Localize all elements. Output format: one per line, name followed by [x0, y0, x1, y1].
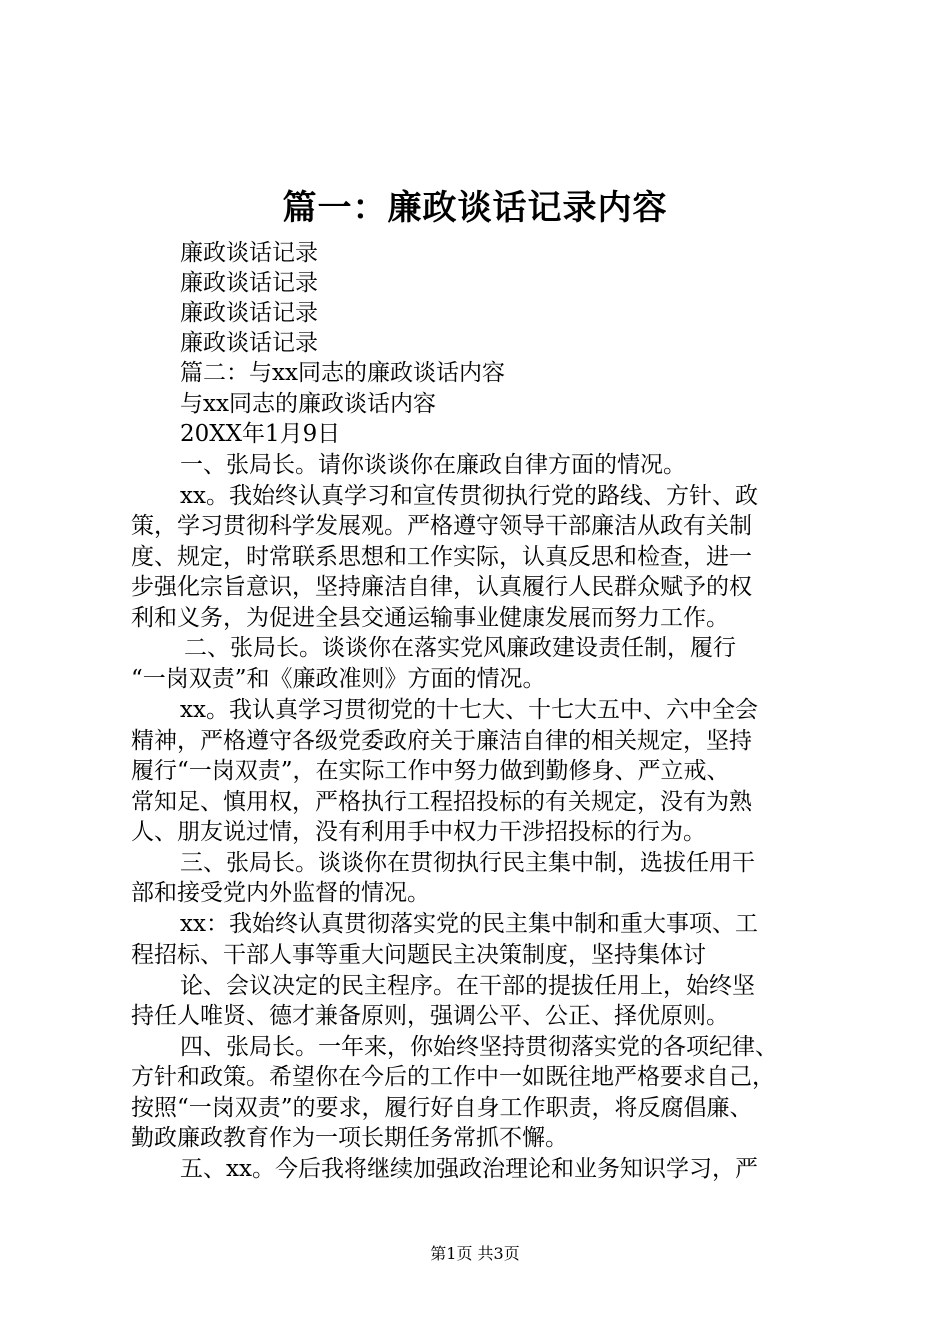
text-line: xx。我认真学习贯彻党的十七大、十七大五中、六中全会	[180, 697, 758, 723]
text-line: 部和接受党内外监督的情况。	[131, 880, 430, 906]
text-line: 三、张局长。谈谈你在贯彻执行民主集中制，选拔任用干	[180, 850, 755, 876]
text-line: 持任人唯贤、德才兼备原则，强调公平、公正、择优原则。	[131, 1003, 729, 1029]
text-line: xx。我始终认真学习和宣传贯彻执行党的路线、方针、政	[180, 483, 758, 509]
text-line: 勤政廉政教育作为一项长期任务常抓不懈。	[131, 1125, 568, 1151]
text-line: 程招标、干部人事等重大问题民主决策制度，坚持集体讨	[131, 942, 706, 968]
text-line: 廉政谈话记录	[180, 240, 318, 266]
text-line: 度、规定，时常联系思想和工作实际，认真反思和检查，进一	[131, 544, 752, 570]
text-line: 五、xx。今后我将继续加强政治理论和业务知识学习，严	[180, 1156, 758, 1182]
text-line: 策，学习贯彻科学发展观。严格遵守领导干部廉洁从政有关制	[131, 513, 752, 539]
text-line: “一岗双责”和《廉政准则》方面的情况。	[131, 666, 546, 692]
text-line: xx：我始终认真贯彻落实党的民主集中制和重大事项、工	[180, 911, 758, 937]
text-line: 篇二：与xx同志的廉政谈话内容	[180, 360, 505, 386]
text-line: 履行“一岗双责”，在实际工作中努力做到勤修身、严立戒、	[131, 758, 730, 784]
text-line: 常知足、慎用权，严格执行工程招投标的有关规定，没有为熟	[131, 789, 752, 815]
document-title: 篇一：廉政谈话记录内容	[282, 188, 668, 228]
text-line: 廉政谈话记录	[180, 330, 318, 356]
text-line: 精神，严格遵守各级党委政府关于廉洁自律的相关规定，坚持	[131, 728, 752, 754]
text-line: 步强化宗旨意识，坚持廉洁自律，认真履行人民群众赋予的权	[131, 574, 752, 600]
text-line: 四、张局长。一年来，你始终坚持贯彻落实党的各项纪律、	[180, 1034, 778, 1060]
text-line: 一、张局长。请你谈谈你在廉政自律方面的情况。	[180, 452, 686, 478]
text-line: 廉政谈话记录	[180, 300, 318, 326]
text-line: 廉政谈话记录	[180, 270, 318, 296]
text-line: 方针和政策。希望你在今后的工作中一如既往地严格要求自己，	[131, 1064, 775, 1090]
text-line: 按照“一岗双责”的要求，履行好自身工作职责，将反腐倡廉、	[131, 1095, 753, 1121]
text-line: 人、朋友说过情，没有利用手中权力干涉招投标的行为。	[131, 819, 706, 845]
date-line: 20XX年1月9日	[180, 421, 341, 447]
text-line: 与xx同志的廉政谈话内容	[180, 391, 436, 417]
text-line: 论、会议决定的民主程序。在干部的提拔任用上，始终坚	[180, 973, 755, 999]
text-line: 利和义务，为促进全县交通运输事业健康发展而努力工作。	[131, 605, 729, 631]
text-line: 二、张局长。谈谈你在落实党风廉政建设责任制，履行	[184, 635, 736, 661]
page-number-footer: 第1页 共3页	[430, 1244, 520, 1263]
